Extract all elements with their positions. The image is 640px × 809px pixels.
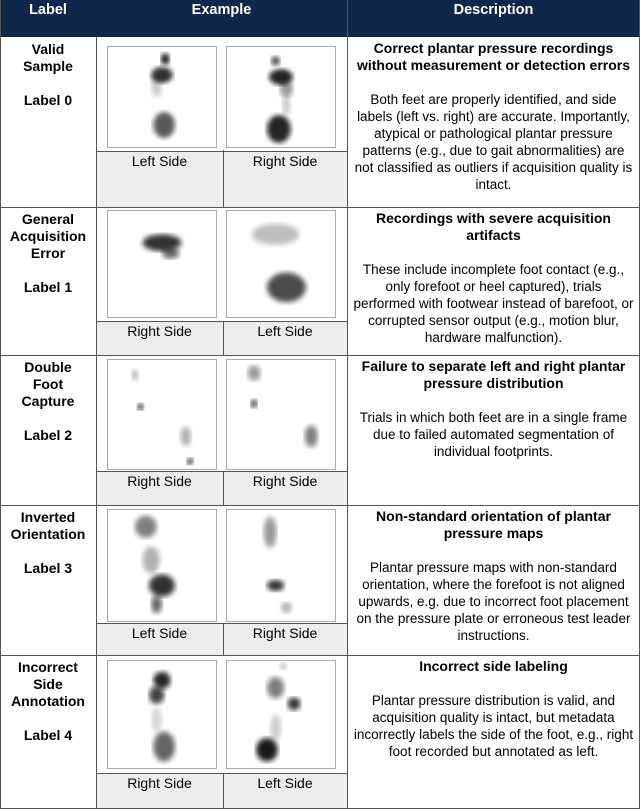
category-name: Side — [33, 676, 63, 692]
plantar-pressure-image — [107, 509, 217, 622]
pressure-blob — [280, 663, 286, 669]
row-description-0 — [347, 37, 640, 193]
side-caption: Right Side — [223, 623, 347, 655]
plantar-pressure-image — [107, 46, 217, 148]
category-name: General — [21, 211, 75, 227]
pressure-blob — [256, 738, 278, 762]
column-divider — [223, 321, 224, 355]
row-description-2 — [347, 355, 640, 460]
pressure-blob — [149, 687, 164, 704]
row-description-4 — [347, 655, 640, 760]
category-name: Sample — [23, 58, 73, 74]
pressure-blob — [151, 707, 162, 733]
pressure-blob — [282, 95, 291, 115]
column-divider — [223, 773, 224, 808]
row-description-3 — [347, 505, 640, 644]
column-divider — [223, 623, 224, 655]
pressure-blob — [305, 425, 318, 447]
pressure-blob — [153, 672, 170, 689]
column-divider — [223, 150, 224, 207]
pressure-blob — [135, 516, 157, 538]
label-id: Label 1 — [23, 279, 73, 295]
header-description: Description — [347, 0, 640, 37]
header-example: Example — [96, 0, 347, 37]
description-text: These include incomplete foot contact (e.g., only forefoot or heel captured), trials performed with footwear instead of barefoot, or corrupted sensor output (e.g., motion blur, hardware malfunction). — [353, 262, 634, 345]
plantar-pressure-image — [107, 359, 217, 470]
row-label-4 — [0, 655, 96, 744]
pressure-blob — [267, 677, 284, 698]
description-title: Incorrect side labeling — [419, 658, 568, 674]
table-border — [0, 0, 1, 808]
category-name: Capture — [21, 393, 75, 409]
pressure-blob — [153, 732, 175, 762]
description-text: Trials in which both feet are in a single frame due to failed automated segmentation of individual footprints. — [359, 410, 628, 459]
side-caption: Left Side — [96, 623, 223, 655]
description-text: Plantar pressure distribution is valid, and acquisition quality is intact, but metadata incorrectly labels the side of the foot, e.g., right foot recorded but annotated as left. — [353, 693, 634, 759]
pressure-blob — [248, 365, 261, 380]
plantar-pressure-image — [226, 210, 336, 318]
category-name: Annotation — [11, 693, 85, 709]
category-name: Error — [30, 245, 66, 261]
pressure-blob — [252, 224, 300, 245]
pressure-blob — [267, 272, 306, 302]
pressure-blob — [281, 602, 292, 613]
row-label-0 — [0, 37, 96, 109]
plantar-pressure-image — [226, 46, 336, 148]
pressure-blob — [137, 404, 143, 411]
column-divider — [223, 471, 224, 505]
label-id: Label 3 — [23, 560, 73, 576]
side-caption: Right Side — [96, 471, 223, 505]
pressure-blob — [132, 370, 138, 381]
column-divider — [347, 0, 348, 808]
description-title: Recordings with severe acquisition artifacts — [376, 210, 611, 243]
category-name: Incorrect — [18, 659, 78, 675]
pressure-blob — [270, 715, 281, 741]
category-name: Acquisition — [9, 228, 87, 244]
pressure-blob — [251, 399, 257, 408]
category-name: Orientation — [10, 526, 86, 542]
side-caption: Left Side — [96, 151, 223, 207]
pressure-blob — [271, 56, 280, 66]
pressure-blob — [162, 248, 179, 259]
pressure-blob — [280, 81, 293, 97]
label-id: Label 0 — [23, 92, 73, 108]
column-divider — [96, 37, 97, 808]
side-caption: Left Side — [223, 321, 347, 355]
category-name: Double — [24, 359, 72, 375]
side-caption: Right Side — [223, 151, 347, 207]
side-caption: Right Side — [223, 471, 347, 505]
side-caption: Left Side — [223, 773, 347, 808]
description-title: Non-standard orientation of plantar pressure maps — [376, 508, 611, 541]
side-caption: Right Side — [96, 321, 223, 355]
pressure-blob — [149, 574, 175, 596]
pressure-blob — [151, 77, 162, 97]
description-title: Failure to separate left and right plantar pressure distribution — [361, 358, 626, 391]
description-title: Correct plantar pressure recordings without measurement or detection errors — [356, 40, 631, 73]
row-label-1 — [0, 207, 96, 296]
label-id: Label 2 — [23, 427, 73, 443]
pressure-blob — [264, 517, 277, 548]
plantar-pressure-image — [107, 210, 217, 318]
pressure-blob — [287, 697, 300, 710]
pressure-blob — [267, 115, 291, 143]
category-name: Valid — [31, 41, 65, 57]
plantar-pressure-image — [226, 660, 336, 769]
description-text: Plantar pressure maps with non-standard orientation, where the forefoot is not aligned upwards, e.g. due to incorrect foot placement on the pressure plate or erroneous test leader instructions. — [356, 560, 631, 643]
description-text: Both feet are properly identified, and side labels (left vs. right) are accurate. Importantly, atypical or pathological plantar pressure patterns (e.g., due to gait abnormalities) are not classified as outliers if acquisition quality is intact. — [354, 92, 633, 192]
category-name: Inverted — [20, 509, 76, 525]
row-label-3 — [0, 505, 96, 577]
label-id: Label 4 — [23, 727, 73, 743]
row-description-1 — [347, 207, 640, 346]
plantar-pressure-image — [226, 509, 336, 622]
plantar-pressure-image — [107, 660, 217, 769]
header-label: Label — [0, 0, 96, 37]
pressure-blob — [143, 547, 160, 574]
pressure-blob — [187, 458, 193, 465]
pressure-blob — [151, 595, 162, 613]
pressure-blob — [153, 112, 175, 138]
row-label-2 — [0, 355, 96, 444]
category-name: Foot — [32, 376, 64, 392]
pressure-blob — [267, 580, 284, 591]
pressure-blob — [143, 234, 182, 251]
pressure-blob — [180, 426, 191, 446]
pressure-blob — [161, 53, 170, 65]
side-caption: Right Side — [96, 773, 223, 808]
plantar-pressure-image — [226, 359, 336, 470]
